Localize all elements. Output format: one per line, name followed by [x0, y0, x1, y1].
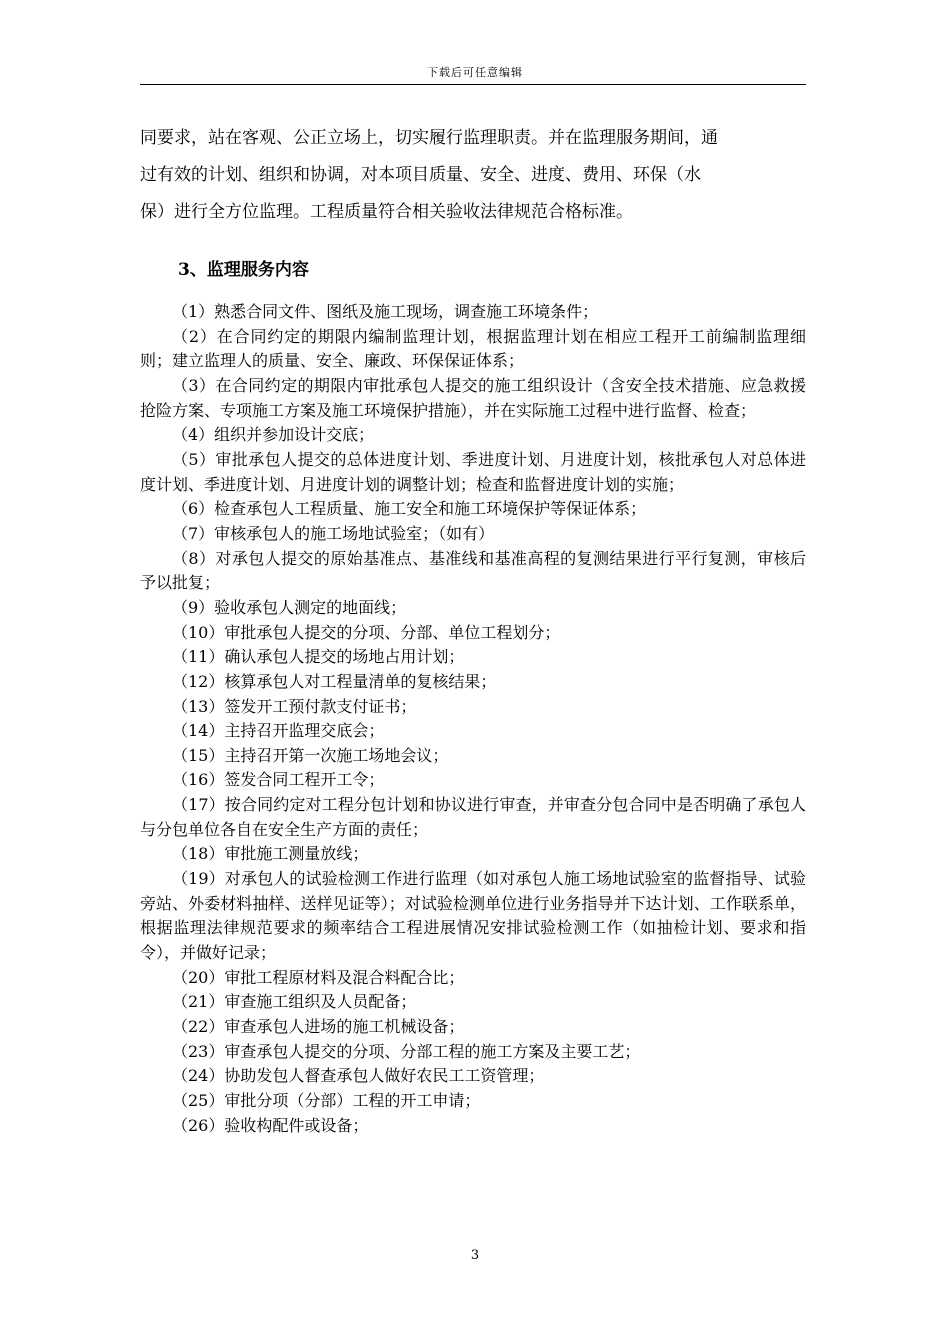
- list-item: （23）审查承包人提交的分项、分部工程的施工方案及主要工艺；: [172, 1041, 641, 1061]
- list-item: （10）审批承包人提交的分项、分部、单位工程划分；: [172, 622, 561, 642]
- list-item: （8）对承包人提交的原始基准点、基准线和基准高程的复测结果进行平行复测，审核后予以批复；: [140, 548, 806, 593]
- list-item: （12）核算承包人对工程量清单的复核结果；: [172, 671, 497, 691]
- intro-line: 保）进行全方位监理。工程质量符合相关验收法律规范合格标准。: [140, 202, 633, 222]
- header-divider: [140, 84, 806, 85]
- list-item: （3）在合同约定的期限内审批承包人提交的施工组织设计（含安全技术措施、应急救援抢险方案、专项施工方案及施工环境保护措施），并在实际施工过程中进行监督、检查；: [140, 375, 806, 420]
- list-item: （13）签发开工预付款支付证书；: [172, 696, 417, 716]
- list-item: （25）审批分项（分部）工程的开工申请；: [172, 1091, 481, 1110]
- list-item: （1）熟悉合同文件、图纸及施工现场，调查施工环境条件；: [172, 302, 599, 321]
- list-item: （9）验收承包人测定的地面线；: [172, 597, 407, 617]
- list-item: （6）检查承包人工程质量、施工安全和施工环境保护等保证体系；: [172, 499, 647, 519]
- intro-paragraph: [140, 120, 806, 231]
- list-item: （18）审批施工测量放线；: [172, 844, 369, 864]
- list-item: （5）审批承包人提交的总体进度计划、季进度计划、月进度计划，核批承包人对总体进度计划、季进度计划、月进度计划的调整计划；检查和监督进度计划的实施；: [140, 449, 806, 494]
- section-heading: 3、监理服务内容: [178, 260, 309, 280]
- list-item: （15）主持召开第一次施工场地会议；: [172, 745, 449, 765]
- list-item: （20）审批工程原材料及混合料配合比；: [172, 967, 465, 987]
- list-item: （17）按合同约定对工程分包计划和协议进行审查，并审查分包合同中是否明确了承包人与分包单位各自在安全生产方面的责任；: [140, 795, 806, 839]
- list-item: （22）审查承包人进场的施工机械设备；: [172, 1017, 465, 1037]
- list-item: （26）验收构配件或设备；: [172, 1115, 369, 1135]
- list-item: （4）组织并参加设计交底；: [172, 425, 375, 445]
- service-content-list: [140, 300, 806, 1138]
- list-item: （2）在合同约定的期限内编制监理计划，根据监理计划在相应工程开工前编制监理细则；建立监理人的质量、安全、廉政、环保保证体系；: [140, 326, 806, 371]
- page-header: 下载后可任意编辑: [427, 66, 523, 79]
- list-item: （7）审核承包人的施工场地试验室；（如有）: [172, 523, 495, 543]
- list-item: （24）协助发包人督查承包人做好农民工工资管理；: [172, 1066, 545, 1086]
- list-item: （19）对承包人的试验检测工作进行监理（如对承包人施工场地试验室的监督指导、试验旁站、外委材料抽样、送样见证等）；对试验检测单位进行业务指导并下达计划、工作联系单，根据监理法律规范要求的频率结合工程进展情况安排试验检测工作（如抽检计划、要求和指令），并做好记录；: [140, 869, 806, 963]
- intro-line: 过有效的计划、组织和协调，对本项目质量、安全、进度、费用、环保（水: [140, 165, 701, 185]
- list-item: （21）审查施工组织及人员配备；: [172, 992, 417, 1012]
- list-item: （14）主持召开监理交底会；: [172, 721, 385, 741]
- list-item: （11）确认承包人提交的场地占用计划；: [172, 647, 465, 667]
- list-item: （16）签发合同工程开工令；: [172, 770, 385, 790]
- page-number: 3: [470, 1248, 480, 1263]
- intro-line: 同要求，站在客观、公正立场上，切实履行监理职责。并在监理服务期间，通: [140, 128, 718, 148]
